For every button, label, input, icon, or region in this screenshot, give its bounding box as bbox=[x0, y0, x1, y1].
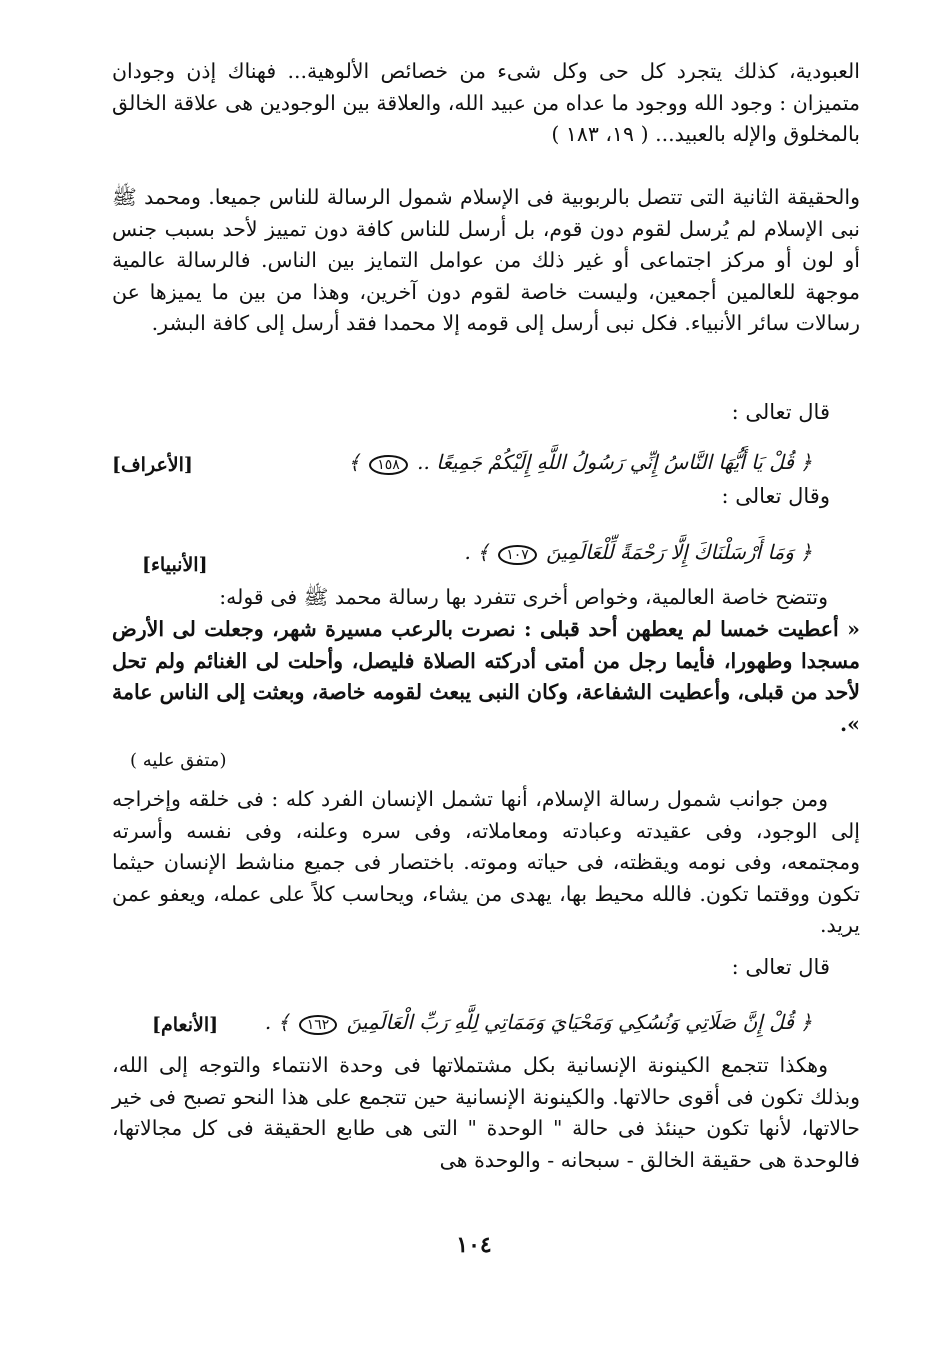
verse-1-row bbox=[112, 450, 812, 490]
verse-3-end: ﴾ . bbox=[264, 1010, 290, 1034]
verse-2 bbox=[464, 540, 812, 565]
verse-1-end: ﴾ bbox=[348, 450, 360, 474]
page-number: ١٠٤ bbox=[456, 1232, 492, 1258]
verse-intro-1: قال تعالى : bbox=[731, 400, 830, 424]
paragraph-4-text: ومن جوانب شمول رسالة الإسلام، أنها تشمل الإنسان الفرد كله : فى خلقه وإخراجه إلى الوجود، وفى عقيدته وعبادته ومعاملاته، وفى سره وعلنه، وفى نفسه وأسرته ومجتمعه، وفى نومه ويقظته، فى حياته وموته. باختصار فى جميع مناشط الإنسان حيثما تكون ووقتما تكون. فالله محيط بها، يهدى من يشاء، ويحاسب كلاً على عمله، ويعفو عمن يريد. bbox=[112, 787, 860, 937]
verse-3-row bbox=[112, 1010, 812, 1050]
verse-2-surah: [الأنبياء] bbox=[142, 554, 208, 576]
verse-3-surah: [الأنعام] bbox=[152, 1014, 219, 1036]
paragraph-3 bbox=[112, 582, 860, 614]
hadith-text: « أعطيت خمسا لم يعطهن أحد قبلى : نصرت بالرعب مسيرة شهر، وجعلت لى الأرض مسجدا وطهورا، فأيما رجل من أمتى أدركته الصلاة فليصل، وأحلت لى الغنائم ولم تحل لأحد من قبلى، وأعطيت الشفاعة، وكان النبى يبعث لقومه خاصة، وبعثت إلى الناس عامة ». bbox=[112, 617, 860, 736]
verse-2-row bbox=[112, 540, 812, 580]
verse-1-text: ﴿ قُلْ يَا أَيُّهَا النَّاسُ إِنِّي رَسُولُ اللَّهِ إِلَيْكُمْ جَمِيعًا .. bbox=[417, 450, 812, 474]
paragraph-1 bbox=[112, 56, 860, 151]
verse-1-number: ١٥٨ bbox=[369, 455, 408, 475]
paragraph-5 bbox=[112, 1050, 860, 1176]
paragraph-1-text: العبودية، كذلك يتجرد كل حى وكل شىء من خصائص الألوهية... فهناك إذن وجودان متميزان : وجود الله ووجود ما عداه من عبيد الله، والعلاقة بين الوجودين هى علاقة الخالق بالمخلوق والإله بالعبيد... ( ١٩، ١٨٣ ) bbox=[112, 59, 860, 146]
verse-2-number: ١٠٧ bbox=[498, 545, 537, 565]
verse-3-text: ﴿ قُلْ إِنَّ صَلَاتِي وَنُسُكِي وَمَحْيَايَ وَمَمَاتِي لِلَّهِ رَبِّ الْعَالَمِينَ bbox=[346, 1010, 812, 1034]
verse-3-number: ١٦٢ bbox=[299, 1015, 338, 1035]
hadith-attribution: (متفق عليه ) bbox=[130, 750, 227, 771]
paragraph-2-text: والحقيقة الثانية التى تتصل بالربوبية فى الإسلام شمول الرسالة للناس جميعا. ومحمد ﷺ نبى الإسلام لم يُرسل لقوم دون قوم، بل أرسل للناس كافة دون تمييز لأحد بسبب جنس أو لون أو مركز اجتماعى أو غير ذلك من عوامل التمايز بين الناس. فالرسالة عالمية موجهة للعالمين أجمعين، وليست خاصة لقوم دون آخرين، وهذا من بين ما يميزها عن رسالات سائر الأنبياء. فكل نبى أرسل إلى قومه إلا محمدا فقد أرسل إلى كافة البشر. bbox=[112, 185, 860, 335]
verse-3 bbox=[265, 1010, 812, 1035]
hadith-quote bbox=[112, 614, 860, 740]
paragraph-3-text: وتتضح خاصة العالمية، وخواص أخرى تتفرد بها رسالة محمد ﷺ فى قوله: bbox=[219, 585, 828, 609]
paragraph-4 bbox=[112, 784, 860, 942]
paragraph-2 bbox=[112, 182, 860, 340]
verse-intro-3: قال تعالى : bbox=[731, 955, 830, 979]
paragraph-5-text: وهكذا تتجمع الكينونة الإنسانية بكل مشتملاتها فى وحدة الانتماء والتوجه إلى الله، وبذلك تكون فى أقوى حالاتها. والكينونة الإنسانية حين تتجمع على هذا النحو تصبح فى خير حالاتها، لأنها تكون حينئذ فى حالة " الوحدة " التى هى طابع الحقيقة فى كل مجالاتها، فالوحدة هى حقيقة الخالق - سبحانه - والوحدة هى bbox=[112, 1053, 860, 1172]
verse-1-surah: [الأعراف] bbox=[112, 454, 193, 476]
verse-intro-2: وقال تعالى : bbox=[721, 484, 830, 508]
verse-2-text: ﴿ وَمَا أَرْسَلْنَاكَ إِلَّا رَحْمَةً لِّلْعَالَمِينَ bbox=[546, 540, 812, 564]
verse-1 bbox=[348, 450, 812, 475]
verse-2-end: ﴾ . bbox=[464, 540, 489, 564]
